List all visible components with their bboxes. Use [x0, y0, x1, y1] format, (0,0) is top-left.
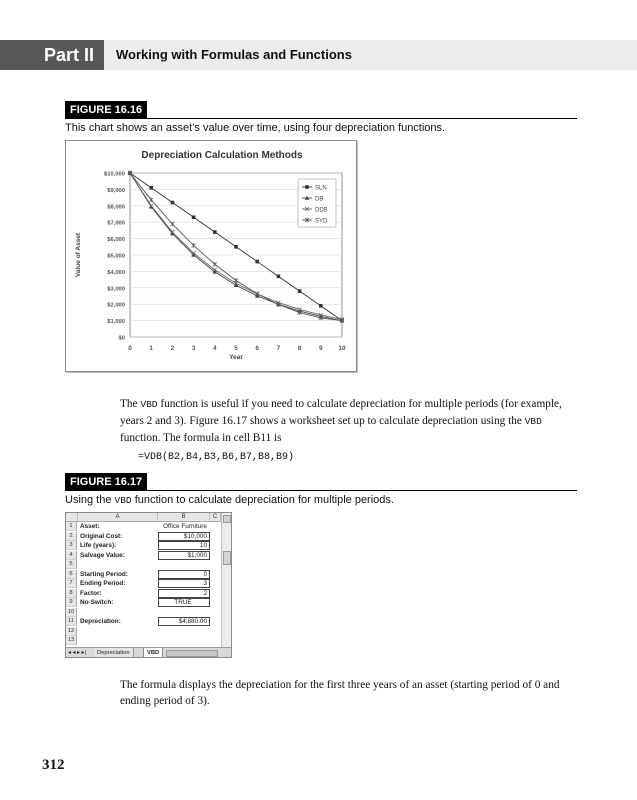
tab-vbd[interactable]: VBD [143, 648, 163, 658]
y-tick-label: $9,000 [107, 187, 125, 194]
body-paragraph: The formula displays the depreciation for the first three years of an asset (starting period of 0 and ending period of 3). [120, 679, 560, 707]
cell-a[interactable]: Asset: [80, 523, 100, 530]
cell-a[interactable]: Depreciation: [80, 618, 121, 625]
body-paragraph [120, 396, 572, 446]
x-tick-label: 1 [149, 345, 154, 352]
figure-rule [65, 490, 577, 491]
row-header[interactable]: 11 [66, 617, 77, 626]
row-header[interactable]: 2 [66, 532, 77, 541]
y-tick-label: $4,000 [107, 269, 125, 276]
x-tick-label: 0 [128, 345, 132, 352]
y-tick-label: $2,000 [107, 302, 125, 309]
chart-frame [65, 140, 357, 372]
data-point-marker [319, 304, 323, 308]
legend-label: SYD [315, 218, 328, 225]
cell-a[interactable]: Salvage Value: [80, 551, 125, 559]
y-tick-label: $7,000 [107, 220, 125, 227]
row-header[interactable]: 9 [66, 598, 77, 607]
y-tick-label: $8,000 [107, 204, 125, 211]
cell-a[interactable]: Factor: [80, 589, 102, 597]
x-tick-label: 4 [212, 345, 217, 352]
depreciation-chart [66, 141, 356, 371]
cell-b[interactable]: 0 [158, 570, 210, 579]
figure-rule [65, 118, 577, 119]
data-point-marker [255, 260, 259, 264]
y-axis-label: Value of Asset [75, 232, 82, 278]
data-point-marker [277, 275, 281, 279]
data-point-marker [170, 222, 174, 227]
y-tick-label: $6,000 [107, 237, 125, 244]
cell-b[interactable] [158, 627, 210, 636]
data-point-marker [213, 230, 217, 234]
x-tick-label: 8 [297, 345, 302, 352]
cell-a[interactable] [78, 560, 158, 569]
x-tick-label: 2 [170, 345, 175, 352]
scroll-thumb[interactable] [223, 551, 231, 565]
data-point-marker [305, 185, 309, 189]
data-point-marker [171, 201, 175, 205]
x-tick-label: 7 [276, 345, 281, 352]
row-header[interactable]: 5 [66, 560, 77, 569]
figure-caption: This chart shows an asset’s value over time, using four depreciation functions. [65, 122, 446, 134]
row-header[interactable]: 4 [66, 551, 77, 560]
formula-code: =VDB(B2,B4,B3,B6,B7,B8,B9) [138, 452, 295, 463]
x-tick-label: 10 [338, 345, 346, 352]
y-tick-label: $3,000 [107, 286, 125, 293]
para-text: function is useful if you need to calculate depreciation for multiple periods (for example, years 2 and 3). Figure 16.17 shows a worksheet set up to calculate depreciation using the [120, 398, 562, 427]
chapter-title: Working with Formulas and Functions [116, 47, 352, 62]
cell-a[interactable]: Starting Period: [80, 570, 128, 578]
horizontal-scrollbar[interactable] [166, 650, 218, 657]
cell-b[interactable]: $1,000 [158, 551, 210, 560]
figure-tag: FIGURE 16.16 [65, 101, 147, 119]
cell-a[interactable]: Original Cost: [80, 532, 123, 540]
cell-a[interactable]: No-Switch: [80, 599, 114, 606]
row-header[interactable]: 3 [66, 541, 77, 550]
cell-b[interactable] [158, 636, 210, 645]
cell-a[interactable] [78, 636, 158, 645]
cell-a[interactable] [78, 608, 158, 617]
column-header-b[interactable]: B [158, 513, 210, 522]
cell-b[interactable]: 3 [158, 579, 210, 588]
row-header[interactable]: 7 [66, 579, 77, 588]
figure-tag: FIGURE 16.17 [65, 473, 147, 491]
data-point-marker [298, 289, 302, 293]
y-tick-label: $0 [118, 335, 125, 342]
cell-b[interactable] [158, 608, 210, 617]
select-all-corner[interactable] [66, 513, 78, 522]
para-text: function. The formula in cell B11 is [120, 432, 282, 444]
y-tick-label: $1,000 [107, 319, 125, 326]
data-point-marker [192, 243, 196, 248]
vertical-scrollbar[interactable] [221, 513, 231, 647]
cell-b[interactable]: 2 [158, 589, 210, 598]
x-tick-label: 9 [318, 345, 323, 352]
para-text: The [120, 398, 141, 410]
column-header-a[interactable]: A [78, 513, 158, 522]
cell-b[interactable]: $4,880.00 [158, 617, 210, 626]
row-header[interactable]: 12 [66, 627, 77, 636]
cell-a[interactable]: Life (years): [80, 542, 117, 549]
cell-a[interactable]: Ending Period: [80, 580, 126, 587]
row-header[interactable]: 8 [66, 589, 77, 598]
x-tick-label: 5 [234, 345, 238, 352]
data-point-marker [192, 215, 196, 219]
part-label: Part II [0, 40, 104, 70]
tab-nav-arrows-icon[interactable]: ◂ ◂ ▸ ▸| [68, 650, 86, 656]
x-tick-label: 3 [191, 345, 196, 352]
legend-label: DDB [315, 207, 328, 214]
spreadsheet [65, 512, 232, 658]
sheet-tab-bar [66, 647, 231, 658]
row-header[interactable]: 10 [66, 608, 77, 617]
cell-a[interactable] [78, 627, 158, 636]
y-tick-label: $10,000 [104, 171, 125, 178]
chart-title: Depreciation Calculation Methods [141, 150, 303, 161]
data-point-marker [213, 262, 217, 267]
cell-b[interactable]: Office Furniture [163, 523, 207, 530]
scroll-up-icon[interactable] [223, 515, 231, 523]
data-point-marker [234, 278, 238, 283]
inline-code: VBD [524, 416, 542, 427]
legend-label: SLN [315, 185, 327, 192]
x-tick-label: 6 [255, 345, 260, 352]
tab-depreciation[interactable]: Depreciation [94, 648, 134, 658]
data-point-marker [149, 186, 153, 190]
cell-b[interactable]: 10 [158, 541, 210, 550]
row-header[interactable]: 1 [66, 522, 77, 531]
x-axis-label: Year [229, 354, 243, 361]
cell-b[interactable]: TRUE [158, 598, 210, 607]
row-header[interactable]: 6 [66, 570, 77, 579]
legend-label: DB [315, 196, 324, 203]
y-tick-label: $5,000 [107, 253, 125, 260]
data-point-marker [234, 245, 238, 249]
figure-caption [65, 494, 394, 506]
page-number: 312 [42, 757, 65, 773]
cell-b[interactable] [158, 560, 210, 569]
caption-text: function to calculate depreciation for multiple periods. [131, 494, 394, 506]
inline-code: VBD [140, 399, 158, 410]
column-header-c[interactable]: C [210, 513, 221, 522]
caption-text: Using the [65, 494, 115, 506]
row-header[interactable]: 13 [66, 636, 77, 645]
data-point-marker [149, 197, 153, 202]
inline-code: VBD [114, 495, 132, 506]
cell-b[interactable]: $10,000 [158, 532, 210, 541]
